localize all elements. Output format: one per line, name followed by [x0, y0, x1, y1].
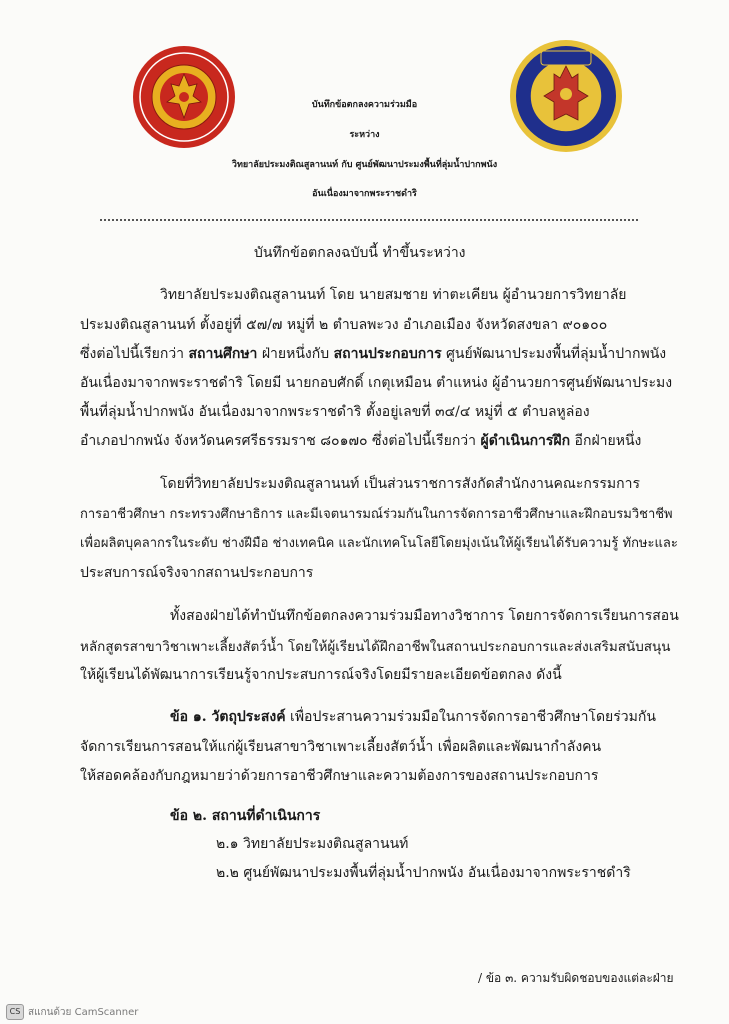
camscanner-watermark: สแกนด้วย CamScanner: [28, 1007, 139, 1018]
document-title: บันทึกข้อตกลงความร่วมมือ: [311, 100, 418, 110]
para1-line2: ประมงติณสูลานนท์ ตั้งอยู่ที่ ๕๗/๗ หมู่ที่ ๒ ตำบลพะวง อำเภอเมือง จังหวัดสงขลา ๙๐๑๐๐: [80, 317, 608, 333]
para2-line2: การอาชีวศึกษา กระทรวงศึกษาธิการ และมีเจตนารมณ์ร่วมกันในการจัดการอาชีวศึกษาและฝึกอบรมวิชาชีพ: [80, 507, 673, 522]
dotted-divider: [100, 219, 638, 221]
clause1-line3: ให้สอดคล้องกับกฎหมายว่าด้วยการอาชีวศึกษาและความต้องการของสถานประกอบการ: [80, 768, 599, 784]
para1-line4: อันเนื่องมาจากพระราชดำริ โดยมี นายกอบศักดิ์ เกตุเหมือน ตำแหน่ง ผู้อำนวยการศูนย์พัฒนาประมง: [80, 375, 673, 391]
para2-line3: เพื่อผลิตบุคลากรในระดับ ช่างฝีมือ ช่างเทคนิค และนักเทคโนโลยีโดยมุ่งเน้นให้ผู้เรียนได้รับความรู้ ทักษะและ: [80, 536, 678, 551]
para1-line6: อำเภอปากพนัง จังหวัดนครศรีธรรมราช ๘๐๑๗๐ ซึ่งต่อไปนี้เรียกว่า ผู้ดำเนินการฝึก อีกฝ่ายหนึ่ง: [80, 433, 642, 449]
intro-line: บันทึกข้อตกลงฉบับนี้ ทำขึ้นระหว่าง: [254, 245, 466, 261]
para1-line5: พื้นที่ลุ่มน้ำปากพนัง อันเนื่องมาจากพระราชดำริ ตั้งอยู่เลขที่ ๓๔/๔ หมู่ที่ ๕ ตำบลหูล่อง: [80, 404, 590, 420]
continued-next-page: / ข้อ ๓. ความรับผิดชอบของแต่ละฝ่าย: [478, 971, 674, 985]
clause1-heading: ข้อ ๑. วัตถุประสงค์: [170, 709, 286, 725]
para2-line1: โดยที่วิทยาลัยประมงติณสูลานนท์ เป็นส่วนราชการสังกัดสำนักงานคณะกรรมการ: [160, 476, 640, 492]
para1-line3: ซึ่งต่อไปนี้เรียกว่า สถานศึกษา ฝ่ายหนึ่งกับ สถานประกอบการ ศูนย์พัฒนาประมงพื้นที่ลุ่มน้ำปากพนัง: [80, 346, 667, 362]
para3-line2: หลักสูตรสาขาวิชาเพาะเลี้ยงสัตว์น้ำ โดยให้ผู้เรียนได้ฝึกอาชีพในสถานประกอบการและส่งเสริมสนับสนุน: [80, 639, 671, 655]
clause1-line1: ข้อ ๑. วัตถุประสงค์ เพื่อประสานความร่วมมือในการจัดการอาชีวศึกษาโดยร่วมกัน: [170, 709, 656, 725]
title-parties: วิทยาลัยประมงติณสูลานนท์ กับ ศูนย์พัฒนาประมงพื้นที่ลุ่มน้ำปากพนัง: [231, 160, 498, 170]
title-royal-initiative: อันเนื่องมาจากพระราชดำริ: [312, 189, 417, 199]
camscanner-icon: CS: [6, 1004, 24, 1020]
clause2-item1: ๒.๑ วิทยาลัยประมงติณสูลานนท์: [216, 836, 409, 852]
clause1-line2: จัดการเรียนการสอนให้แก่ผู้เรียนสาขาวิชาเพาะเลี้ยงสัตว์น้ำ เพื่อผลิตและพัฒนากำลังคน: [80, 739, 602, 755]
para1-line1: วิทยาลัยประมงติณสูลานนท์ โดย นายสมชาย ท่าตะเคียน ผู้อำนวยการวิทยาลัย: [160, 287, 627, 303]
title-between: ระหว่าง: [349, 130, 380, 140]
para3-line3: ให้ผู้เรียนได้พัฒนาการเรียนรู้จากประสบการณ์จริงโดยมีรายละเอียดข้อตกลง ดังนี้: [80, 667, 562, 683]
para2-line4: ประสบการณ์จริงจากสถานประกอบการ: [80, 565, 314, 581]
clause2-heading: ข้อ ๒. สถานที่ดำเนินการ: [170, 808, 321, 824]
clause2-item2: ๒.๒ ศูนย์พัฒนาประมงพื้นที่ลุ่มน้ำปากพนัง อันเนื่องมาจากพระราชดำริ: [216, 865, 631, 881]
para3-line1: ทั้งสองฝ่ายได้ทำบันทึกข้อตกลงความร่วมมือทางวิชาการ โดยการจัดการเรียนการสอน: [170, 608, 679, 624]
